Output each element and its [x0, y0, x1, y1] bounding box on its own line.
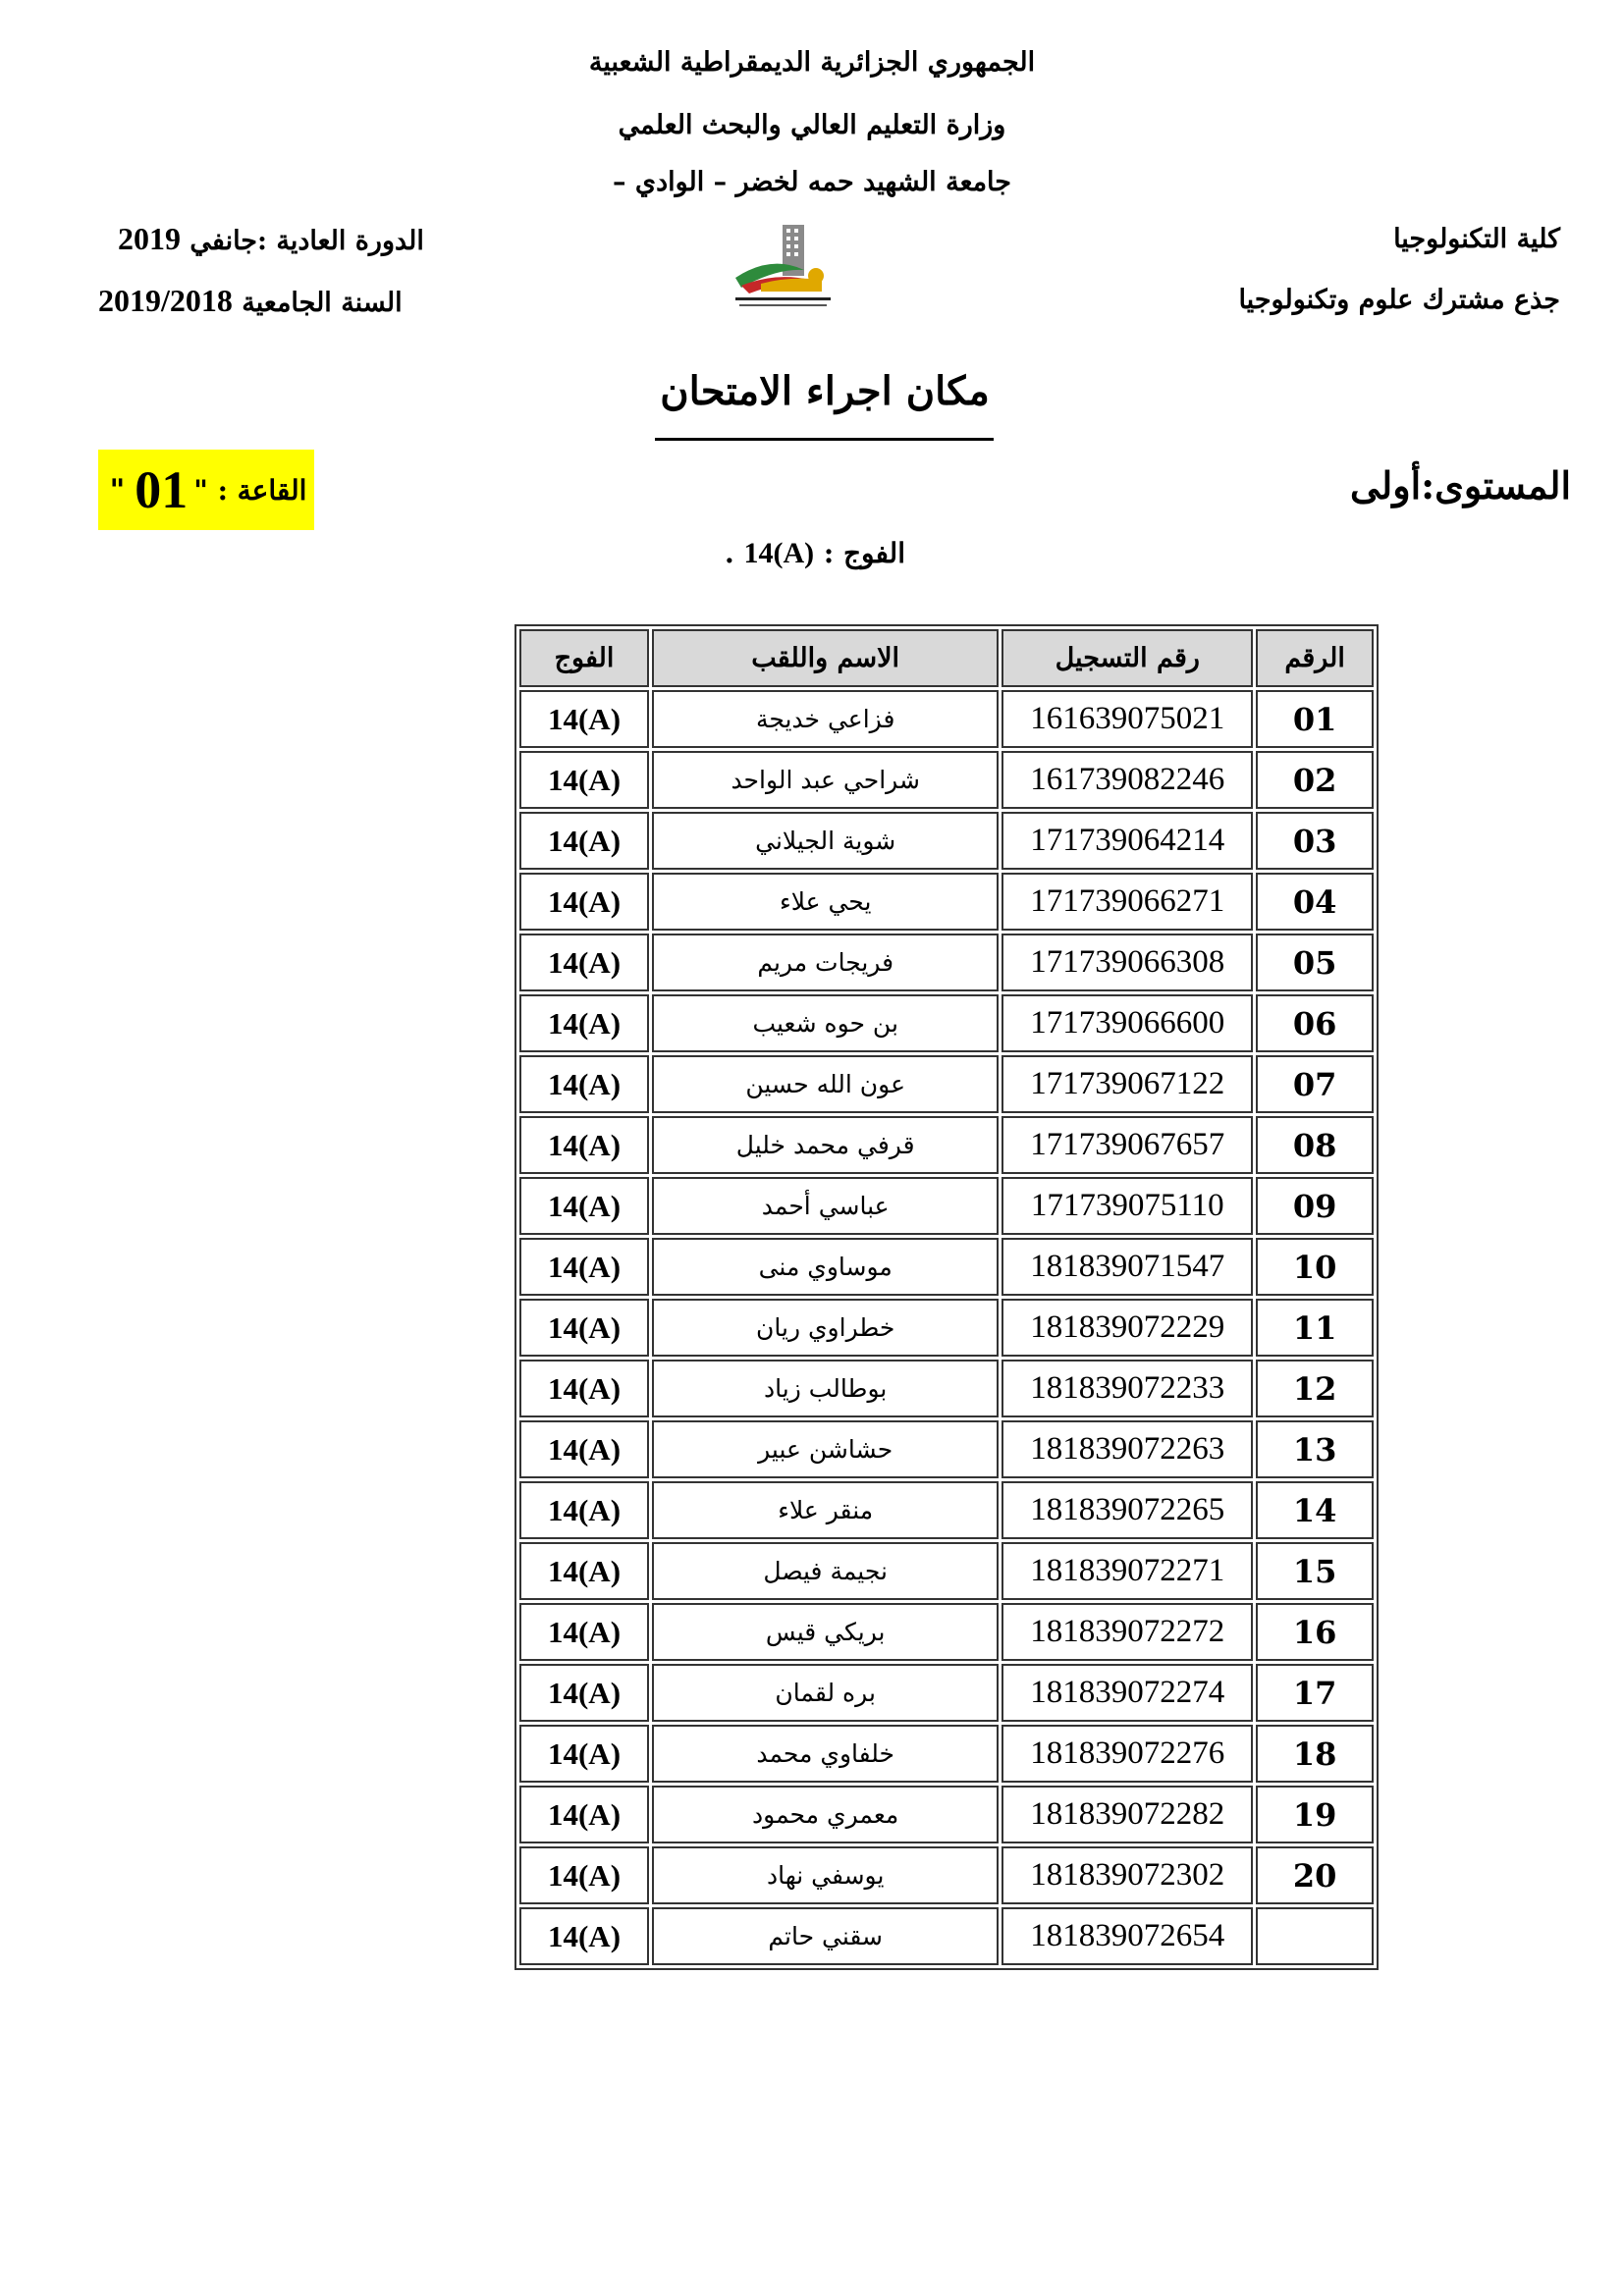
table-row	[519, 1725, 1374, 1783]
row-number: 01	[1256, 690, 1374, 748]
row-registration: 171739066308	[1001, 934, 1253, 991]
table-row	[519, 873, 1374, 931]
academic-year-value: 2019/2018	[98, 283, 233, 318]
row-number: 16	[1256, 1603, 1374, 1661]
title-underline	[655, 438, 994, 441]
row-registration: 181839072265	[1001, 1481, 1253, 1539]
row-group: 14(A)	[519, 873, 649, 931]
row-number: 11	[1256, 1299, 1374, 1357]
header-number: الرقم	[1256, 629, 1374, 687]
university-logo-icon	[731, 221, 835, 314]
department-name: جذع مشترك علوم وتكنولوجيا	[1238, 285, 1560, 315]
row-name: عباسي أحمد	[652, 1177, 999, 1235]
table-body	[519, 690, 1374, 1965]
faculty-name: كلية التكنولوجيا	[1393, 224, 1560, 254]
row-name: بره لقمان	[652, 1664, 999, 1722]
row-number: 06	[1256, 994, 1374, 1052]
row-registration: 181839072271	[1001, 1542, 1253, 1600]
header-name: الاسم واللقب	[652, 629, 999, 687]
table-header-row	[519, 629, 1374, 687]
row-name: عون الله حسين	[652, 1055, 999, 1113]
row-group: 14(A)	[519, 751, 649, 809]
session-year: 2019	[118, 221, 181, 256]
row-number: 09	[1256, 1177, 1374, 1235]
page-title: مكان اجراء الامتحان	[660, 368, 990, 414]
table-row	[519, 1116, 1374, 1174]
row-group: 14(A)	[519, 1725, 649, 1783]
table-row	[519, 1420, 1374, 1478]
row-group: 14(A)	[519, 994, 649, 1052]
row-registration: 181839072229	[1001, 1299, 1253, 1357]
header-group: الفوج	[519, 629, 649, 687]
row-number: 07	[1256, 1055, 1374, 1113]
row-group: 14(A)	[519, 1238, 649, 1296]
table-row	[519, 1481, 1374, 1539]
row-registration: 171739066600	[1001, 994, 1253, 1052]
row-number: 17	[1256, 1664, 1374, 1722]
row-number: 20	[1256, 1846, 1374, 1904]
row-group: 14(A)	[519, 1846, 649, 1904]
row-name: شراحي عبد الواحد	[652, 751, 999, 809]
academic-year-label: السنة الجامعية	[242, 288, 403, 318]
row-registration: 171739066271	[1001, 873, 1253, 931]
table-row	[519, 1055, 1374, 1113]
row-name: قرفي محمد خليل	[652, 1116, 999, 1174]
row-group: 14(A)	[519, 1299, 649, 1357]
row-name: خطراوي ريان	[652, 1299, 999, 1357]
row-number	[1256, 1907, 1374, 1965]
row-number: 08	[1256, 1116, 1374, 1174]
row-name: سقني حاتم	[652, 1907, 999, 1965]
row-number: 14	[1256, 1481, 1374, 1539]
row-group: 14(A)	[519, 690, 649, 748]
row-number: 15	[1256, 1542, 1374, 1600]
row-group: 14(A)	[519, 812, 649, 870]
row-registration: 181839072233	[1001, 1360, 1253, 1417]
row-name: خلفاوي محمد	[652, 1725, 999, 1783]
hall-quote: "	[109, 472, 126, 507]
row-number: 12	[1256, 1360, 1374, 1417]
row-registration: 161639075021	[1001, 690, 1253, 748]
hall-number: 01	[135, 460, 189, 519]
table-row	[519, 1664, 1374, 1722]
table-row	[519, 1603, 1374, 1661]
row-name: يوسفي نهاد	[652, 1846, 999, 1904]
university-title: جامعة الشهيد حمه لخضر – الوادي –	[613, 167, 1011, 197]
row-group: 14(A)	[519, 1481, 649, 1539]
row-registration: 181839072654	[1001, 1907, 1253, 1965]
academic-year-info	[98, 283, 403, 319]
row-registration: 171739067122	[1001, 1055, 1253, 1113]
table-row	[519, 751, 1374, 809]
row-registration: 171739075110	[1001, 1177, 1253, 1235]
table-row	[519, 934, 1374, 991]
students-table	[514, 624, 1379, 1970]
row-group: 14(A)	[519, 1907, 649, 1965]
row-name: يحي علاء	[652, 873, 999, 931]
row-number: 04	[1256, 873, 1374, 931]
row-registration: 181839072276	[1001, 1725, 1253, 1783]
group-value: 14(A)	[743, 537, 815, 569]
row-registration: 181839071547	[1001, 1238, 1253, 1296]
row-registration: 181839072282	[1001, 1786, 1253, 1843]
table-row	[519, 994, 1374, 1052]
row-group: 14(A)	[519, 1116, 649, 1174]
row-name: بوطالب زياد	[652, 1360, 999, 1417]
row-group: 14(A)	[519, 1542, 649, 1600]
table-row	[519, 1846, 1374, 1904]
table-row	[519, 690, 1374, 748]
ministry-title: وزارة التعليم العالي والبحث العلمي	[618, 110, 1006, 140]
row-number: 03	[1256, 812, 1374, 870]
row-registration: 181839072263	[1001, 1420, 1253, 1478]
row-group: 14(A)	[519, 934, 649, 991]
row-name: بريكي قيس	[652, 1603, 999, 1661]
row-number: 13	[1256, 1420, 1374, 1478]
row-name: فزاعي خديجة	[652, 690, 999, 748]
row-registration: 161739082246	[1001, 751, 1253, 809]
table-row	[519, 1299, 1374, 1357]
row-name: شوية الجيلاني	[652, 812, 999, 870]
session-label: الدورة العادية :جانفي	[189, 226, 424, 256]
row-registration: 181839072302	[1001, 1846, 1253, 1904]
row-registration: 171739067657	[1001, 1116, 1253, 1174]
row-number: 19	[1256, 1786, 1374, 1843]
row-group: 14(A)	[519, 1603, 649, 1661]
hall-label: القاعة : "	[193, 473, 307, 507]
hall-info	[98, 450, 314, 530]
row-group: 14(A)	[519, 1177, 649, 1235]
group-dot: .	[724, 537, 734, 569]
row-group: 14(A)	[519, 1055, 649, 1113]
level-label: المستوى:أولى	[1349, 463, 1571, 507]
row-registration: 181839072274	[1001, 1664, 1253, 1722]
table-row	[519, 1177, 1374, 1235]
row-number: 18	[1256, 1725, 1374, 1783]
group-label: الفوج :	[814, 537, 905, 569]
session-info	[118, 221, 424, 257]
table-row	[519, 1907, 1374, 1965]
row-name: فريجات مريم	[652, 934, 999, 991]
row-registration: 171739064214	[1001, 812, 1253, 870]
row-group: 14(A)	[519, 1664, 649, 1722]
table-row	[519, 1238, 1374, 1296]
row-number: 05	[1256, 934, 1374, 991]
row-number: 02	[1256, 751, 1374, 809]
table-row	[519, 1542, 1374, 1600]
table-row	[519, 812, 1374, 870]
row-name: نجيمة فيصل	[652, 1542, 999, 1600]
republic-title: الجمهوري الجزائرية الديمقراطية الشعبية	[588, 47, 1036, 78]
table-row	[519, 1360, 1374, 1417]
row-group: 14(A)	[519, 1420, 649, 1478]
row-registration: 181839072272	[1001, 1603, 1253, 1661]
row-name: معمري محمود	[652, 1786, 999, 1843]
group-info	[638, 537, 992, 570]
row-number: 10	[1256, 1238, 1374, 1296]
row-name: منقر علاء	[652, 1481, 999, 1539]
row-name: بن حوه شعيب	[652, 994, 999, 1052]
header-registration: رقم التسجيل	[1001, 629, 1253, 687]
table-row	[519, 1786, 1374, 1843]
row-group: 14(A)	[519, 1360, 649, 1417]
row-name: حشاشن عبير	[652, 1420, 999, 1478]
row-name: موساوي منى	[652, 1238, 999, 1296]
row-group: 14(A)	[519, 1786, 649, 1843]
